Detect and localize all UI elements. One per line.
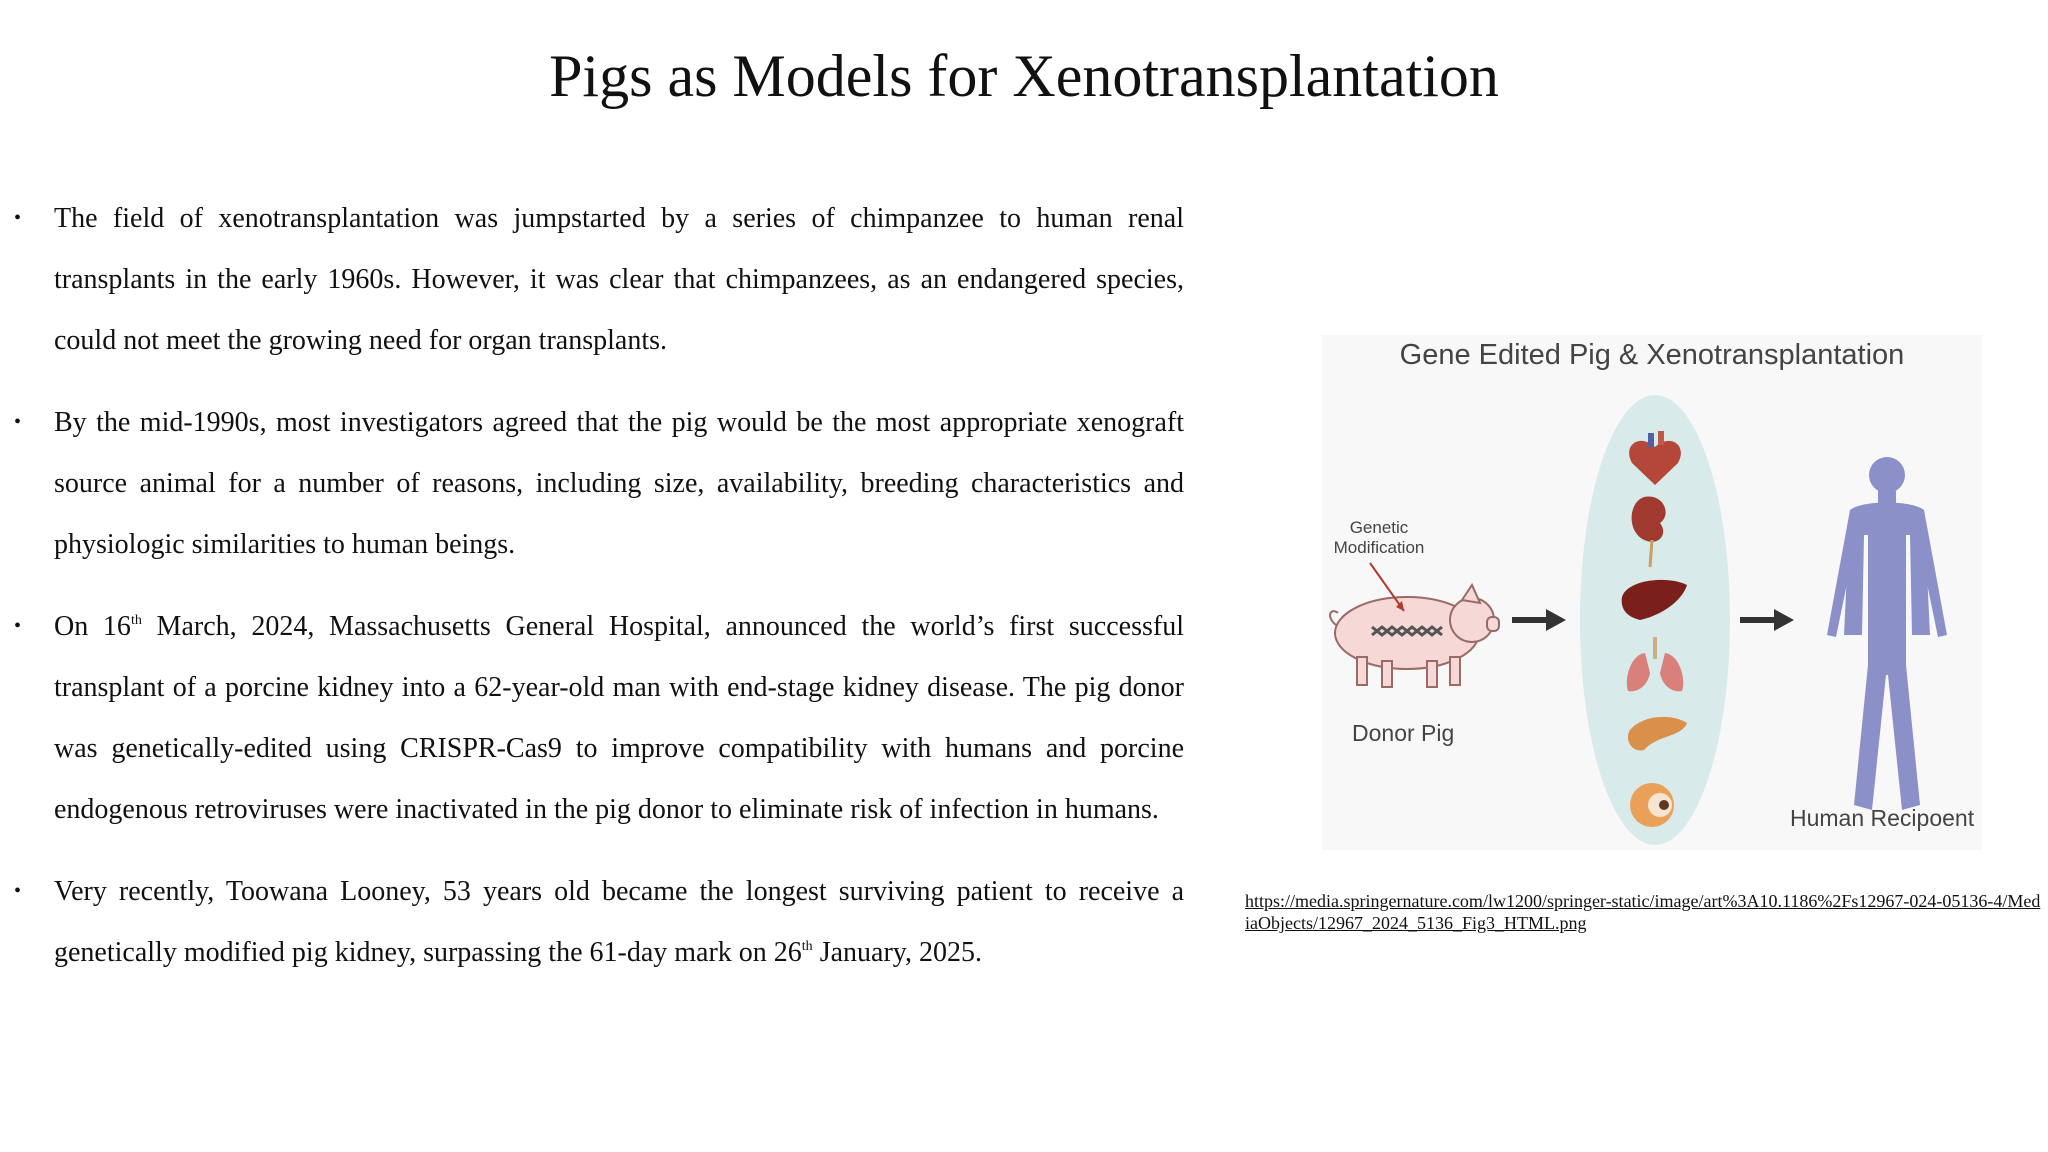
bullet-list: [14, 188, 1184, 1004]
eye-icon: [1630, 783, 1674, 827]
bullet-dot-icon: •: [14, 207, 22, 229]
ordinal-suffix: th: [130, 613, 142, 628]
bullet-text-start: On 16: [54, 611, 131, 642]
bullet-item: [14, 392, 1184, 575]
genetic-modification-label: Genetic Modification: [1333, 518, 1425, 557]
bullet-text: By the mid-1990s, most investigators agreed that the pig would be the most appropriate xenograft source animal for a number of reasons, including size, availability, breeding characteristics and physiologic similarities to human beings.: [54, 407, 1184, 560]
slide-title: Pigs as Models for Xenotransplantation: [549, 43, 1499, 109]
bullet-dot-icon: •: [14, 880, 22, 902]
human-recipient-label: Human Recipoent: [1790, 805, 1975, 831]
arrow-right-icon: [1740, 609, 1794, 631]
bullet-item: [14, 861, 1184, 983]
donor-pig-label: Donor Pig: [1352, 720, 1455, 746]
human-icon: [1827, 457, 1947, 810]
arrow-right-icon: [1512, 609, 1566, 631]
bullet-dot-icon: •: [14, 615, 22, 637]
figure-title: Gene Edited Pig & Xenotransplantation: [1399, 339, 1905, 371]
bullet-text-start: Very recently, Toowana Looney, 53 years old became the longest surviving patient to receive a genetically modified pig kidney, surpassing the 61-day mark on 26: [54, 876, 1184, 968]
pig-icon: [1330, 585, 1499, 687]
bullet-text-end: March, 2024, Massachusetts General Hospital, announced the world’s first successful transplant of a porcine kidney into a 62-year-old man with end-stage kidney disease. The pig donor was genetically-edited using CRISPR-Cas9 to improve compatibility with humans and porcine endogenous retroviruses were inactivated in the pig donor to eliminate risk of infection in humans.: [54, 611, 1184, 825]
bullet-text: The field of xenotransplantation was jumpstarted by a series of chimpanzee to human renal transplants in the early 1960s. However, it was clear that chimpanzees, as an endangered species, could not meet the growing need for organ transplants.: [54, 203, 1184, 356]
image-source-link[interactable]: https://media.springernature.com/lw1200/springer-static/image/art%3A10.1186%2Fs12967-024-05136-4/MediaObjects/12967_2024_5136_Fig3_HTML.png: [1245, 891, 2041, 933]
xenotransplant-figure: [1322, 335, 1982, 850]
bullet-item: [14, 596, 1184, 840]
bullet-text-end: January, 2025.: [812, 937, 982, 968]
bullet-item: [14, 188, 1184, 371]
bullet-dot-icon: •: [14, 411, 22, 433]
figure-illustration: [1322, 335, 1982, 850]
ordinal-suffix: th: [801, 939, 813, 954]
